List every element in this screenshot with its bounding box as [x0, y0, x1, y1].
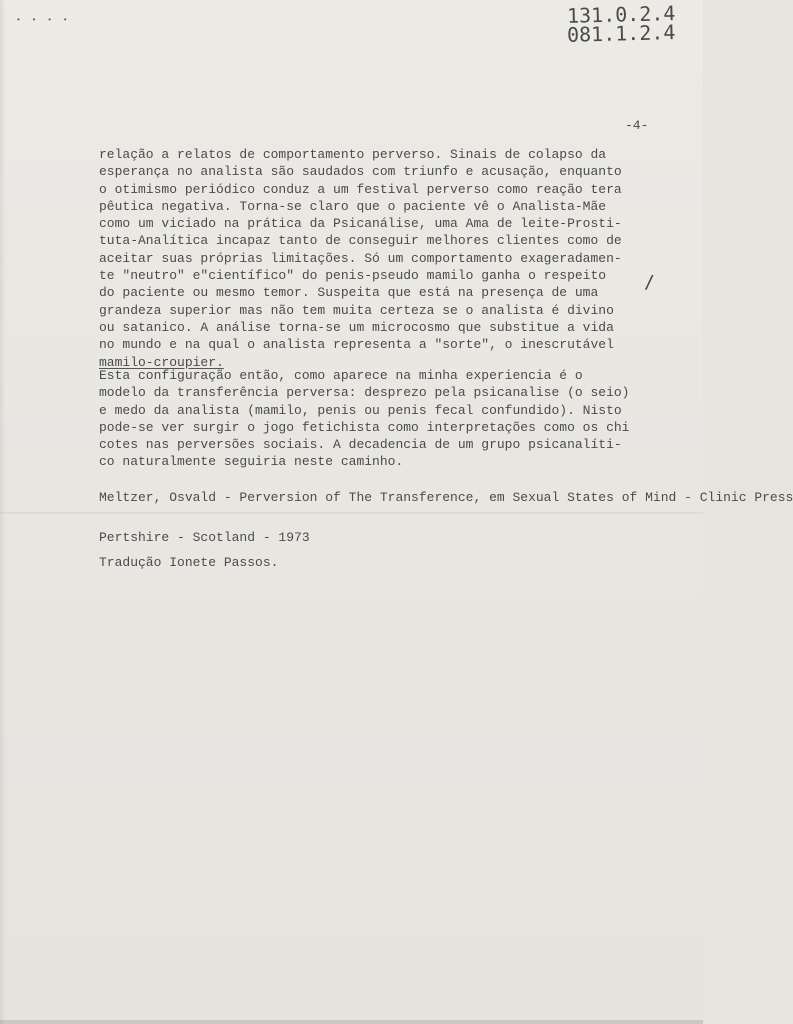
body-paragraph-second	[99, 367, 659, 471]
reference-line: of Mind - Clinic Press	[621, 490, 793, 505]
paragraph-line: como um viciado na prática da Psicanálise, uma Ama de leite-Prosti-	[99, 216, 622, 232]
reference-citation	[99, 489, 793, 506]
reference-line: Meltzer, Osvald - Perversion of The Transference, em Sexual States	[99, 490, 614, 505]
paragraph-line: no mundo e na qual o analista representa a "sorte", o inescrutável	[99, 337, 614, 353]
corner-dots: • • • •	[16, 16, 71, 25]
paragraph-line: modelo da transferência perversa: desprezo pela psicanalise (o seio)	[99, 385, 630, 401]
body-paragraph-main	[99, 146, 659, 371]
paragraph-line: cotes nas perversões sociais. A decadencia de um grupo psicanalíti-	[99, 437, 622, 453]
paragraph-line: e medo da analista (mamilo, penis ou penis fecal confundido). Nisto	[99, 402, 622, 418]
paragraph-line: aceitar suas próprias limitações. Só um comportamento exageradamen-	[99, 250, 622, 266]
reference-place: Pertshire - Scotland - 1973	[99, 530, 310, 545]
paper-fold-line	[0, 512, 703, 514]
paragraph-line: relação a relatos de comportamento perverso. Sinais de colapso da	[99, 147, 607, 162]
paragraph-line: ou satanico. A análise torna-se um microcosmo que substitue a vida	[99, 319, 614, 335]
paragraph-line: mamilo-croupier.	[99, 354, 224, 370]
paragraph-line: pode-se ver surgir o jogo fetichista como interpretações como os chi	[99, 419, 630, 435]
paragraph-line: pêutica negativa. Torna-se claro que o paciente vê o Analista-Mãe	[99, 198, 607, 214]
paragraph-line: Esta configuração então, como aparece na minha experiencia é o	[99, 368, 583, 383]
paragraph-line: tuta-Analítica incapaz tanto de conseguir melhores clientes como de	[99, 233, 622, 249]
paragraph-line: te "neutro" e"científico" do penis-pseudo mamilo ganha o respeito	[99, 268, 607, 284]
paragraph-line: co naturalmente seguiria neste caminho.	[99, 454, 404, 470]
archive-code-secondary: 081.1.2.4	[566, 20, 676, 47]
paper-bottom-edge	[0, 1020, 703, 1024]
margin-mark: /	[644, 272, 655, 293]
paragraph-line: grandeza superior mas não tem muita certeza se o analista é divino	[99, 302, 614, 318]
archive-code-primary: 131.0.2.4	[566, 1, 676, 28]
paragraph-line: do paciente ou mesmo temor. Suspeita que está na presença de uma	[99, 285, 599, 301]
reference-translation: Tradução Ionete Passos.	[99, 555, 279, 570]
page-number: -4-	[625, 118, 649, 133]
paragraph-line: o otimismo periódico conduz a um festival perverso como reação tera	[99, 181, 622, 197]
paragraph-line: esperança no analista são saudados com triunfo e acusação, enquanto	[99, 164, 622, 180]
